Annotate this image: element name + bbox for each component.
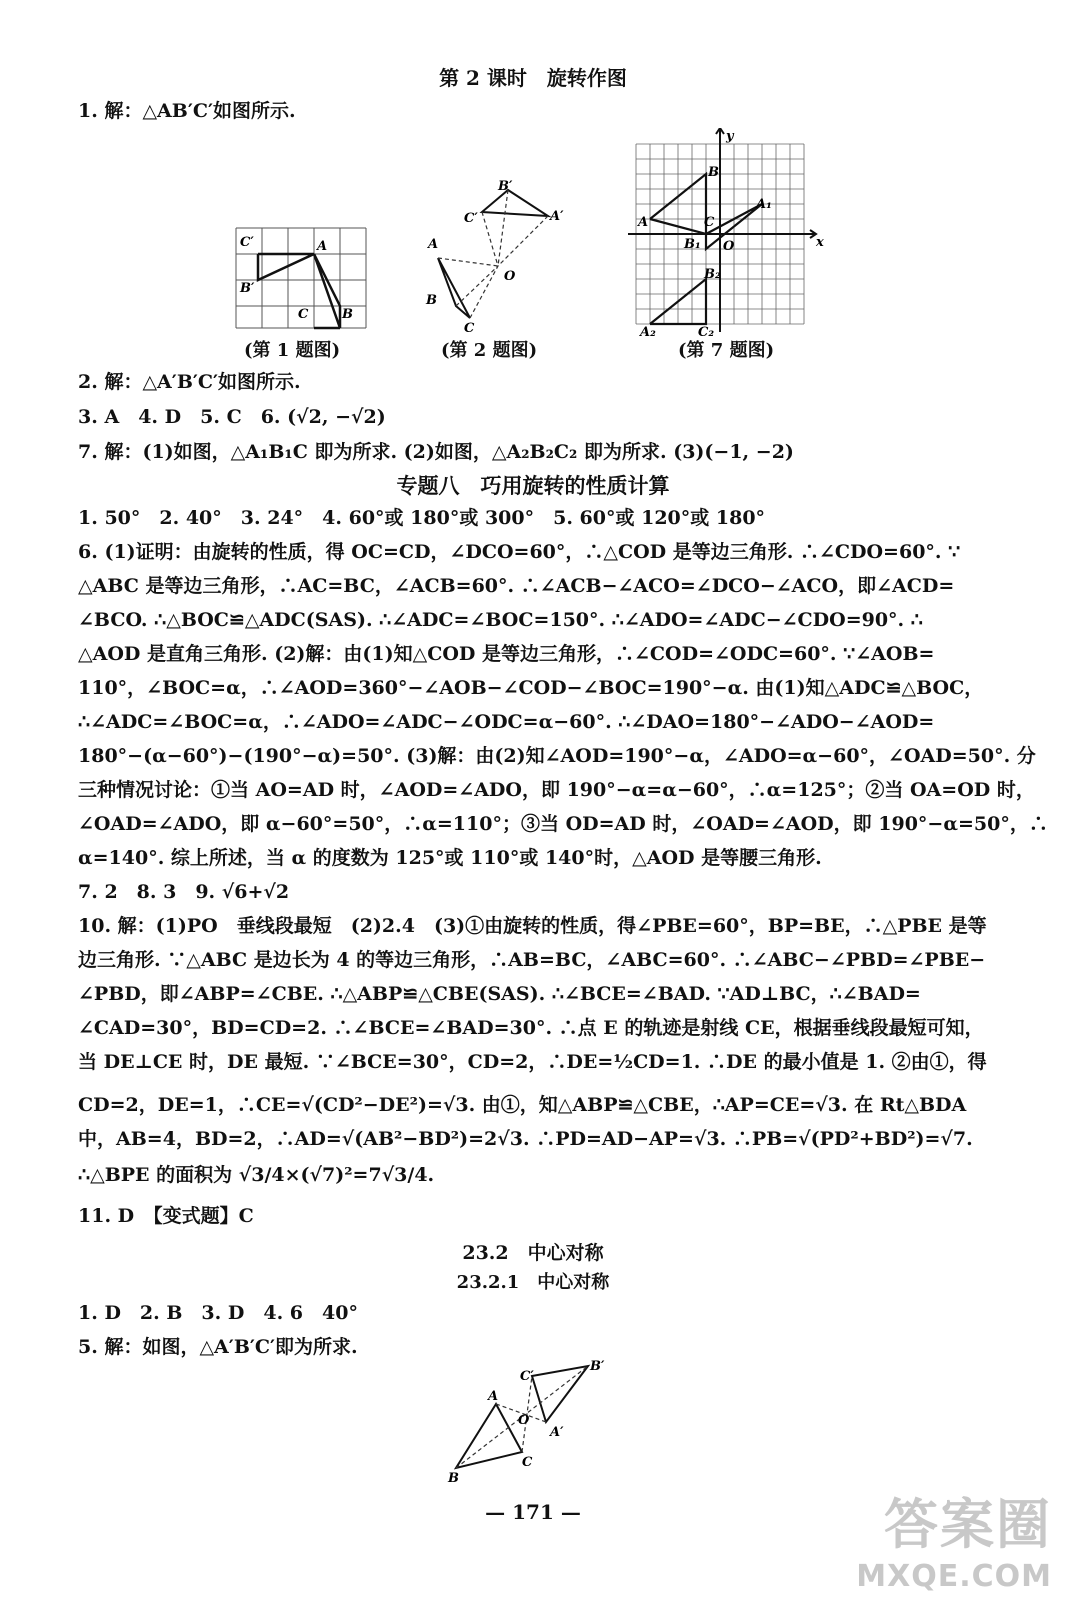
point-label: A	[428, 237, 439, 252]
answer-line: 三种情况讨论：①当 AO=AD 时，∠AOD=∠ADO，即 190°−α=α−60°，∴α=125°；②当 OA=OD 时，	[78, 779, 1035, 801]
watermark-logo-text: 答案圈	[884, 1493, 1052, 1556]
answer-line: 10. 解：(1)PO 垂线段最短 (2)2.4 (3)①由旋转的性质，得∠PBE=60°，BP=BE，∴△PBE 是等	[78, 915, 987, 937]
point-label: A₁	[756, 197, 772, 212]
point-label: O	[504, 269, 516, 284]
axis-label: y	[726, 129, 734, 144]
point-label: B′	[590, 1359, 605, 1374]
point-label: A′	[550, 1425, 564, 1440]
point-label: C	[298, 307, 309, 322]
point-label: B₂	[704, 267, 721, 282]
answer-line: 当 DE⊥CE 时，DE 最短. ∵∠BCE=30°，CD=2，∴DE=½CD=1. ∴DE 的最小值是 1. ②由①，得	[78, 1051, 987, 1073]
answer-line: ∠OAD=∠ADO，即 α−60°=50°，∴α=110°；③当 OD=AD 时，∠OAD=∠AOD，即 190°−α=50°，∴	[78, 813, 1048, 835]
answer-line: 边三角形. ∵△ABC 是边长为 4 的等边三角形，∴AB=BC，∠ABC=60°. ∴∠ABC−∠PBD=∠PBE−	[78, 949, 986, 971]
point-label: A	[638, 215, 649, 230]
answer-line: 1. D 2. B 3. D 4. 6 40°	[78, 1302, 358, 1324]
point-label: B′	[240, 281, 255, 296]
answer-line: 3. A 4. D 5. C 6. (√2, −√2)	[78, 406, 386, 428]
answer-line: 1. 解：△AB′C′如图所示.	[78, 100, 296, 122]
answer-line: α=140°. 综上所述，当 α 的度数为 125°或 110°或 140°时，△AOD 是等腰三角形.	[78, 847, 822, 869]
point-label: B₁	[684, 237, 701, 252]
page-number: — 171 —	[485, 1500, 581, 1524]
origin-label: O	[723, 239, 735, 254]
axis-label: x	[816, 235, 824, 250]
answer-line: ∠PBD，即∠ABP=∠CBE. ∴△ABP≌△CBE(SAS). ∴∠BCE=∠BAD. ∵AD⊥BC，∴∠BAD=	[78, 983, 921, 1005]
point-label: B	[342, 307, 353, 322]
point-label: C′	[240, 235, 254, 250]
lesson-title: 第 2 课时 旋转作图	[439, 66, 627, 90]
point-label: A	[317, 239, 328, 254]
answer-line: 180°−(α−60°)−(190°−α)=50°. (3)解：由(2)知∠AOD=190°−α，∠ADO=α−60°，∠OAD=50°. 分	[78, 745, 1036, 767]
point-label: B′	[498, 179, 513, 194]
point-label: C	[704, 215, 715, 230]
figure-2	[418, 178, 578, 338]
point-label: B	[426, 293, 437, 308]
figure-7	[628, 128, 828, 338]
subsubsection-title: 23.2.1 中心对称	[456, 1272, 610, 1293]
point-label: C₂	[698, 325, 715, 338]
answer-line: 6. (1)证明：由旋转的性质，得 OC=CD，∠DCO=60°，∴△COD 是等边三角形. ∴∠CDO=60°. ∵	[78, 541, 961, 563]
point-label: A′	[550, 209, 564, 224]
point-label: A₂	[640, 325, 656, 338]
point-label: B	[448, 1471, 459, 1486]
answer-line: 中，AB=4，BD=2，∴AD=√(AB²−BD²)=2√3. ∴PD=AD−AP=√3. ∴PB=√(PD²+BD²)=√7.	[78, 1128, 973, 1150]
section-title: 专题八 巧用旋转的性质计算	[396, 473, 670, 498]
answer-line: ∴△BPE 的面积为 √3/4×(√7)²=7√3/4.	[78, 1164, 435, 1186]
answer-line: 7. 2 8. 3 9. √6+√2	[78, 881, 290, 903]
answer-line: 110°，∠BOC=α，∴∠AOD=360°−∠AOB−∠COD−∠BOC=190°−α. 由(1)知△ADC≌△BOC，	[78, 677, 984, 699]
answer-line: ∠BCO. ∴△BOC≌△ADC(SAS). ∴∠ADC=∠BOC=150°. ∴∠ADO=∠ADC−∠CDO=90°. ∴	[78, 609, 923, 631]
point-label: C′	[520, 1369, 534, 1384]
answer-line: 5. 解：如图，△A′B′C′即为所求.	[78, 1336, 358, 1358]
answer-line: 1. 50° 2. 40° 3. 24° 4. 60°或 180°或 300° 5. 60°或 120°或 180°	[78, 507, 766, 529]
answer-line: △ABC 是等边三角形，∴AC=BC，∠ACB=60°. ∴∠ACB−∠ACO=∠DCO−∠ACO，即∠ACD=	[78, 575, 955, 597]
answer-line: 7. 解：(1)如图，△A₁B₁C 即为所求. (2)如图，△A₂B₂C₂ 即为所求. (3)(−1, −2)	[78, 441, 794, 463]
answer-line: ∠CAD=30°，BD=CD=2. ∴∠BCE=∠BAD=30°. ∴点 E 的轨迹是射线 CE，根据垂线段最短可知，	[78, 1017, 984, 1039]
point-label: C′	[464, 211, 478, 226]
point-label: A	[488, 1389, 499, 1404]
answer-line: △AOD 是直角三角形. (2)解：由(1)知△COD 是等边三角形，∴∠COD=∠ODC=60°. ∵∠AOB=	[78, 643, 935, 665]
answer-line: 2. 解：△A′B′C′如图所示.	[78, 371, 301, 393]
answer-line: 11. D 【变式题】C	[78, 1205, 254, 1227]
figure-2-caption: (第 2 题图)	[441, 340, 538, 361]
answer-line: CD=2，DE=1，∴CE=√(CD²−DE²)=√3. 由①，知△ABP≌△CBE，∴AP=CE=√3. 在 Rt△BDA	[78, 1094, 967, 1116]
figure-5	[440, 1356, 630, 1486]
watermark-url: MXQE.COM	[856, 1559, 1052, 1594]
figure-1-caption: (第 1 题图)	[244, 340, 341, 361]
point-label: B	[708, 165, 719, 180]
watermark	[856, 1482, 1052, 1594]
point-label: C	[522, 1455, 533, 1470]
figure-1	[228, 220, 388, 340]
figure-7-caption: (第 7 题图)	[678, 340, 775, 361]
answer-line: ∴∠ADC=∠BOC=α，∴∠ADO=∠ADC−∠ODC=α−60°. ∴∠DAO=180°−∠ADO−∠AOD=	[78, 711, 935, 733]
point-label: C	[464, 321, 475, 336]
origin-label: O	[518, 1413, 530, 1428]
subsection-title: 23.2 中心对称	[462, 1242, 604, 1264]
